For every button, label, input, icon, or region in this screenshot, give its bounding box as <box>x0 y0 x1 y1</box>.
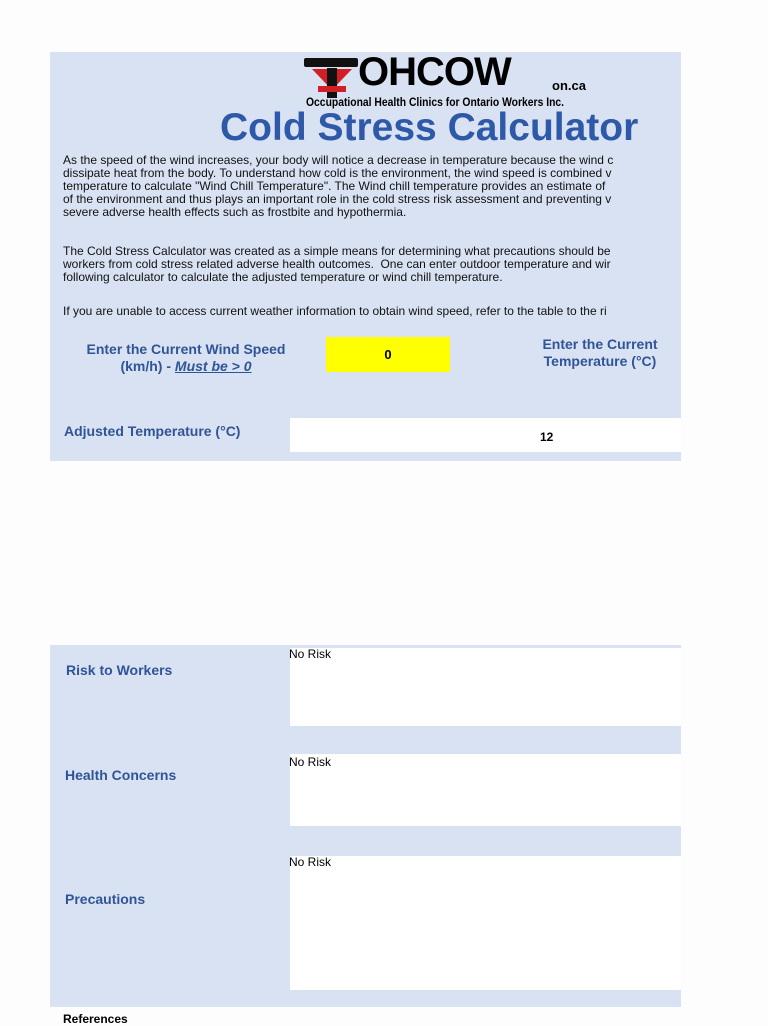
temperature-label <box>520 336 680 370</box>
wind-speed-unit: (km/h) - <box>120 358 175 374</box>
intro-paragraph-1: As the speed of the wind increases, your body will notice a decrease in temperature because the wind c dissipate heat from the body. To understand how cold is the environment, the wind speed is combined v temperature to calculate "Wind Chill Temperature". The Wind chill temperature provides an estimate of of the environment and thus plays an important role in the cold stress risk assessment and preventing v severe adverse health effects such as frostbite and hypothermia. <box>63 154 614 219</box>
risk-to-workers-label: Risk to Workers <box>66 662 173 678</box>
precautions-cell <box>290 856 681 990</box>
references-heading: References <box>63 1012 128 1026</box>
page-title: Cold Stress Calculator <box>220 106 639 149</box>
adjusted-temperature-value: 12 <box>540 430 554 444</box>
wind-speed-requirement: Must be > 0 <box>174 358 252 374</box>
wind-speed-input[interactable]: 0 <box>326 337 450 372</box>
logo-subtitle: Occupational Health Clinics for Ontario Workers Inc. <box>306 97 565 109</box>
intro-paragraph-3: If you are unable to access current weather information to obtain wind speed, refer to the table to the ri <box>63 305 607 318</box>
adjusted-temperature-cell <box>290 418 681 452</box>
logo-wordmark: OHCOW <box>358 50 511 94</box>
intro-paragraph-2: The Cold Stress Calculator was created as a simple means for determining what precautions should be workers from cold stress related adverse health outcomes. One can enter outdoor temperature and wir following calculator to calculate the adjusted temperature or wind chill temperature. <box>63 245 611 284</box>
health-concerns-label: Health Concerns <box>65 767 177 783</box>
wind-speed-label <box>64 341 308 375</box>
risk-to-workers-cell <box>290 648 681 726</box>
health-concerns-cell <box>290 754 681 826</box>
logo-domain-suffix: on.ca <box>552 78 586 93</box>
title-clip <box>50 100 681 152</box>
wind-speed-label-line2 <box>64 358 308 375</box>
adjusted-temperature-label: Adjusted Temperature (°C) <box>64 423 241 439</box>
precautions-value: No Risk <box>289 855 332 869</box>
temperature-label-line2: Temperature (°C) <box>543 353 657 369</box>
health-concerns-value: No Risk <box>289 755 332 769</box>
precautions-label: Precautions <box>65 891 146 907</box>
wind-speed-label-line1: Enter the Current Wind Speed <box>86 341 286 357</box>
ohcow-emblem-icon <box>304 56 360 100</box>
temperature-label-line1: Enter the Current <box>542 336 658 352</box>
risk-to-workers-value: No Risk <box>289 647 332 661</box>
